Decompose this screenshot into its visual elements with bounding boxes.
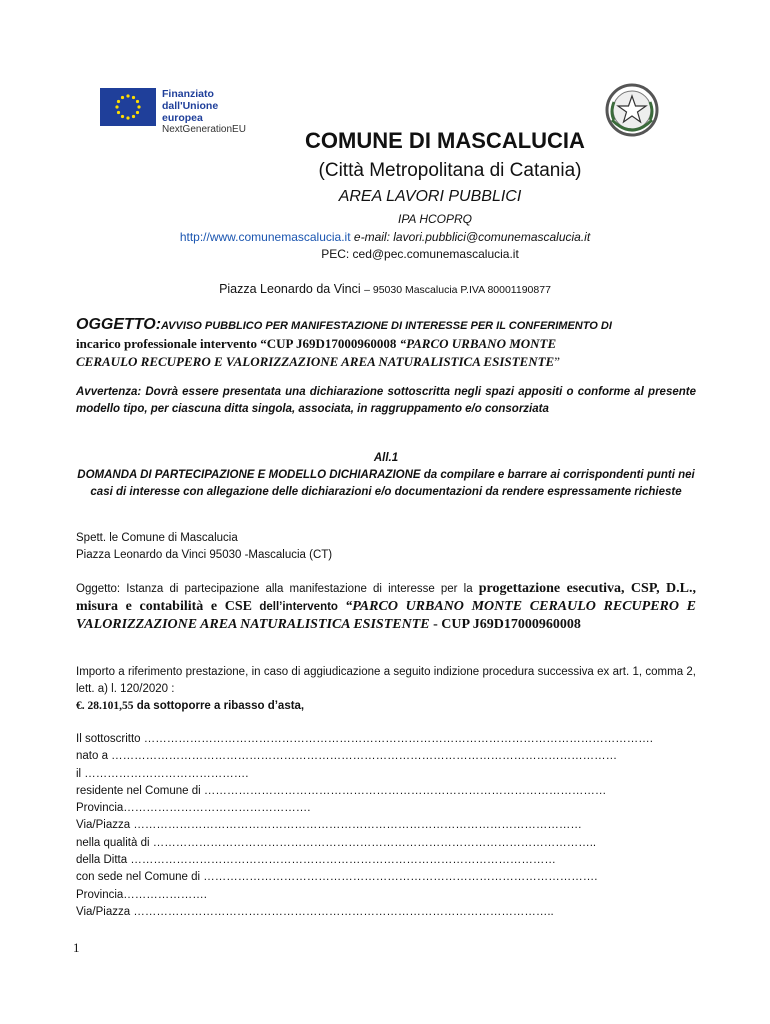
email-address[interactable]: e-mail: lavori.pubblici@comunemascalucia.it: [353, 230, 591, 244]
subject-line2-a: incarico professionale intervento “CUP J69D17000960008: [76, 336, 397, 351]
subject-heading: AVVISO PUBBLICO PER MANIFESTAZIONE DI INTERESSE PER IL CONFERIMENTO DI: [161, 320, 612, 332]
eu-flag-icon: [100, 88, 156, 126]
subject-label: OGGETTO:: [76, 316, 162, 333]
recipient-line1: Spett. le Comune di Mascalucia: [76, 532, 238, 544]
address-rest: – 95030 Mascalucia P.IVA 80001190877: [364, 284, 551, 296]
field-via-piazza[interactable]: Via/Piazza ………………………………………………………………………………………………………: [76, 819, 582, 832]
contact-line: [0, 230, 770, 244]
field-sede-comune[interactable]: con sede nel Comune di ………………………………………………………………………………………….: [76, 871, 598, 884]
field-sottoscritto[interactable]: Il sottoscritto …………………………………………………………………………………………………………………….: [76, 733, 653, 745]
department-name: AREA LAVORI PUBBLICI: [338, 188, 522, 205]
request-mid: dell’intervento: [252, 601, 346, 613]
eu-funding-logo: [100, 88, 260, 135]
warning-paragraph: Avvertenza: Dovrà essere presentata una dichiarazione sottoscritta negli spazi appositi o conforme al presente modello tipo, per ciascuna ditta singola, associata, in raggruppamento e/o consorziata: [76, 386, 696, 415]
page-number: 1: [73, 940, 80, 955]
eu-logo-line1: Finanziato: [162, 88, 214, 100]
amount-value: €. 28.101,55: [76, 700, 134, 712]
pec-address: PEC: ced@pec.comunemascalucia.it: [321, 247, 519, 261]
attachment-title-rest: da compilare e barrare ai corrispondenti punti nei casi di interesse con allegazione delle dichiarazioni e/o documentazioni da rendere espressamente richieste: [90, 469, 695, 498]
subject-block: [76, 316, 696, 371]
website-link[interactable]: http://www.comunemascalucia.it: [179, 230, 351, 244]
address-main: Piazza Leonardo da Vinci: [219, 282, 361, 296]
request-bold2: “PARCO URBANO MONTE CERAULO RECUPERO E VALORIZZAZIONE AREA NATURALISTICA ESISTENTE: [76, 599, 696, 632]
eu-logo-line2: dall'Unione europea: [162, 100, 219, 124]
recipient-block: [76, 530, 696, 564]
request-bold3: - CUP J69D17000960008: [429, 617, 581, 632]
address-line: [0, 282, 770, 296]
amount-rest: da sottoporre a ribasso d’asta,: [133, 700, 305, 712]
amount-text: Importo a riferimento prestazione, in caso di aggiudicazione a seguito indizione procedura successiva ex art. 1, comma 2, lett. a) l. 120/2020 :: [76, 666, 696, 695]
subject-line3: CERAULO RECUPERO E VALORIZZAZIONE AREA NATURALISTICA ESISTENTE: [76, 354, 555, 369]
request-subject: [76, 580, 696, 634]
declarant-fields: [76, 731, 696, 921]
field-il[interactable]: il …………………………………….: [76, 767, 249, 780]
subject-line2-b: “PARCO URBANO MONTE: [396, 336, 557, 351]
field-nato-a[interactable]: nato a ……………………………………………………………………………………………………………………: [76, 750, 618, 763]
field-sede-provincia[interactable]: Provincia………………….: [76, 888, 207, 901]
subject-line3-end: ”: [554, 354, 561, 369]
field-ditta[interactable]: della Ditta …………………………………………………………………………………………………: [76, 854, 556, 867]
ipa-code: IPA HCOPRQ: [397, 212, 472, 226]
field-sede-via-piazza[interactable]: Via/Piazza ………………………………………………………………………………………………..: [76, 905, 554, 918]
request-prefix: Oggetto: Istanza di partecipazione alla manifestazione di interesse per la: [76, 583, 479, 595]
attachment-label: All.1: [373, 452, 399, 464]
page-subtitle: (Città Metropolitana di Catania): [318, 160, 582, 181]
attachment-block: [76, 450, 696, 501]
amount-block: [76, 664, 696, 715]
page-title: COMUNE DI MASCALUCIA: [305, 128, 585, 153]
field-provincia[interactable]: Provincia………………………………………….: [76, 802, 311, 815]
recipient-line2: Piazza Leonardo da Vinci 95030 -Mascalucia (CT): [76, 549, 333, 561]
attachment-title: [76, 467, 696, 501]
eu-logo-line3: NextGenerationEU: [162, 124, 246, 135]
field-residente[interactable]: residente nel Comune di ……………………………………………………………………………………………: [76, 784, 607, 797]
field-qualita[interactable]: nella qualità di ……………………………………………………………………………………………………..: [76, 836, 597, 849]
request-bold1: progettazione esecutiva, CSP, D.L., misura e contabilità e CSE: [76, 581, 696, 614]
attachment-title-bold: DOMANDA DI PARTECIPAZIONE E MODELLO DICHIARAZIONE: [77, 469, 421, 481]
